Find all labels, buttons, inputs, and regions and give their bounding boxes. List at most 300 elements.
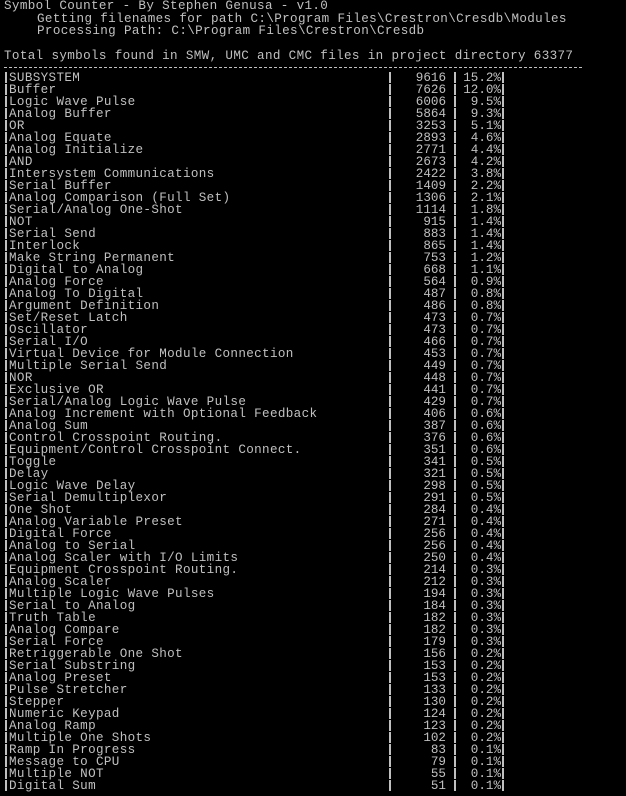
row-border-right <box>502 156 504 167</box>
symbol-name: Control Crosspoint Routing. <box>9 431 223 445</box>
symbol-name: Digital Sum <box>9 779 96 793</box>
row-border-left <box>5 564 7 575</box>
symbol-name: Serial/Analog One-Shot <box>9 203 183 217</box>
column-divider <box>389 72 391 83</box>
symbol-name: Numeric Keypad <box>9 707 120 721</box>
column-divider <box>389 420 391 431</box>
symbol-name: Exclusive OR <box>9 383 104 397</box>
symbol-name: Serial Buffer <box>9 179 112 193</box>
symbol-name: Analog Increment with Optional Feedback <box>9 407 318 421</box>
row-border-right <box>502 72 504 83</box>
symbol-count: 153 <box>423 659 446 673</box>
symbol-name: One Shot <box>9 503 73 517</box>
symbol-percent: 0.3% <box>470 563 501 577</box>
symbol-count: 753 <box>423 251 446 265</box>
row-border-left <box>5 732 7 743</box>
row-border-left <box>5 636 7 647</box>
row-border-right <box>502 336 504 347</box>
symbol-percent: 0.4% <box>470 539 501 553</box>
symbol-percent: 0.7% <box>470 347 501 361</box>
symbol-name: Analog Buffer <box>9 107 112 121</box>
symbol-name: Logic Wave Pulse <box>9 95 136 109</box>
row-border-left <box>5 432 7 443</box>
row-border-right <box>502 672 504 683</box>
symbol-count: 473 <box>423 323 446 337</box>
symbol-count: 341 <box>423 455 446 469</box>
getting-filenames-line: Getting filenames for path C:\Program Files\Crestron\Cresdb\Modules <box>37 12 567 26</box>
symbol-name: Multiple One Shots <box>9 731 152 745</box>
symbol-count: 865 <box>423 239 446 253</box>
row-border-left <box>5 276 7 287</box>
symbol-percent: 0.2% <box>470 659 501 673</box>
row-border-left <box>5 744 7 755</box>
column-divider <box>389 156 391 167</box>
symbol-count: 214 <box>423 563 446 577</box>
symbol-percent: 0.7% <box>470 383 501 397</box>
symbol-name: Set/Reset Latch <box>9 311 128 325</box>
row-border-left <box>5 84 7 95</box>
row-border-right <box>502 468 504 479</box>
symbol-count: 915 <box>423 215 446 229</box>
symbol-name: Analog To Digital <box>9 287 144 301</box>
column-divider <box>389 228 391 239</box>
symbol-count: 102 <box>423 731 446 745</box>
symbol-count: 133 <box>423 683 446 697</box>
symbol-count: 291 <box>423 491 446 505</box>
row-border-right <box>502 636 504 647</box>
row-border-left <box>5 312 7 323</box>
column-divider <box>389 276 391 287</box>
row-border-right <box>502 384 504 395</box>
row-border-right <box>502 96 504 107</box>
symbol-count: 153 <box>423 671 446 685</box>
symbol-name: Serial Force <box>9 635 104 649</box>
column-divider <box>389 288 391 299</box>
row-border-left <box>5 600 7 611</box>
row-border-left <box>5 288 7 299</box>
symbol-name: Multiple Logic Wave Pulses <box>9 587 215 601</box>
column-divider <box>389 600 391 611</box>
column-divider <box>389 492 391 503</box>
symbol-count: 441 <box>423 383 446 397</box>
symbol-count: 51 <box>430 779 446 793</box>
column-divider <box>389 468 391 479</box>
column-divider <box>389 348 391 359</box>
symbol-count: 130 <box>423 695 446 709</box>
row-border-right <box>502 300 504 311</box>
symbol-name: Intersystem Communications <box>9 167 215 181</box>
column-divider <box>389 120 391 131</box>
symbol-percent: 0.9% <box>470 275 501 289</box>
symbol-name: Analog Equate <box>9 131 112 145</box>
row-border-right <box>502 252 504 263</box>
symbol-count: 2893 <box>415 131 446 145</box>
row-border-right <box>502 444 504 455</box>
row-border-right <box>502 588 504 599</box>
column-divider <box>389 696 391 707</box>
symbol-count: 2422 <box>415 167 446 181</box>
symbol-name: Serial Demultiplexor <box>9 491 168 505</box>
symbol-count: 448 <box>423 371 446 385</box>
symbol-percent: 0.3% <box>470 635 501 649</box>
column-divider <box>389 96 391 107</box>
row-border-right <box>502 600 504 611</box>
symbol-count: 883 <box>423 227 446 241</box>
row-border-right <box>502 192 504 203</box>
column-divider <box>389 168 391 179</box>
row-border-left <box>5 264 7 275</box>
symbol-name: Toggle <box>9 455 57 469</box>
symbol-percent: 0.2% <box>470 707 501 721</box>
symbol-percent: 0.5% <box>470 467 501 481</box>
row-border-right <box>502 180 504 191</box>
symbol-percent: 0.6% <box>470 431 501 445</box>
symbol-percent: 9.5% <box>470 95 501 109</box>
row-border-right <box>502 108 504 119</box>
row-border-right <box>502 132 504 143</box>
symbol-name: Analog Variable Preset <box>9 515 183 529</box>
row-border-left <box>5 216 7 227</box>
symbol-name: OR <box>9 119 25 133</box>
row-border-left <box>5 528 7 539</box>
column-divider <box>389 372 391 383</box>
symbol-percent: 0.1% <box>470 767 501 781</box>
row-border-left <box>5 180 7 191</box>
symbol-name: Buffer <box>9 83 57 97</box>
symbol-count: 156 <box>423 647 446 661</box>
row-border-right <box>502 456 504 467</box>
column-divider <box>389 504 391 515</box>
row-border-right <box>502 324 504 335</box>
row-border-left <box>5 132 7 143</box>
symbol-name: Analog Scaler <box>9 575 112 589</box>
column-divider <box>389 588 391 599</box>
symbol-name: NOR <box>9 371 33 385</box>
symbol-percent: 0.1% <box>470 755 501 769</box>
row-border-left <box>5 660 7 671</box>
row-border-left <box>5 228 7 239</box>
column-divider <box>389 624 391 635</box>
column-divider <box>389 636 391 647</box>
symbol-percent: 0.3% <box>470 599 501 613</box>
symbol-name: Make String Permanent <box>9 251 176 265</box>
column-divider <box>389 516 391 527</box>
symbol-table <box>4 72 510 792</box>
symbol-count: 212 <box>423 575 446 589</box>
symbol-name: Analog Comparison (Full Set) <box>9 191 231 205</box>
symbol-percent: 3.8% <box>470 167 501 181</box>
symbol-name: Serial/Analog Logic Wave Pulse <box>9 395 247 409</box>
symbol-count: 5864 <box>415 107 446 121</box>
row-border-right <box>502 708 504 719</box>
symbol-percent: 4.2% <box>470 155 501 169</box>
symbol-percent: 0.6% <box>470 419 501 433</box>
symbol-count: 271 <box>423 515 446 529</box>
row-border-left <box>5 624 7 635</box>
column-divider <box>389 192 391 203</box>
symbol-count: 79 <box>430 755 446 769</box>
column-divider <box>389 252 391 263</box>
row-border-right <box>502 348 504 359</box>
symbol-name: Analog Initialize <box>9 143 144 157</box>
row-border-right <box>502 288 504 299</box>
symbol-percent: 0.8% <box>470 287 501 301</box>
column-divider <box>389 528 391 539</box>
symbol-percent: 4.4% <box>470 143 501 157</box>
row-border-left <box>5 444 7 455</box>
row-border-right <box>502 240 504 251</box>
symbol-count: 321 <box>423 467 446 481</box>
symbol-percent: 0.6% <box>470 443 501 457</box>
row-border-right <box>502 264 504 275</box>
row-border-right <box>502 168 504 179</box>
symbol-percent: 0.2% <box>470 731 501 745</box>
column-divider <box>389 408 391 419</box>
column-divider <box>389 396 391 407</box>
row-border-left <box>5 156 7 167</box>
symbol-name: Serial I/O <box>9 335 89 349</box>
row-border-left <box>5 672 7 683</box>
table-row <box>4 780 510 792</box>
row-border-left <box>5 756 7 767</box>
symbol-count: 256 <box>423 527 446 541</box>
symbol-count: 184 <box>423 599 446 613</box>
row-border-left <box>5 420 7 431</box>
row-border-right <box>502 420 504 431</box>
row-border-left <box>5 408 7 419</box>
symbol-count: 256 <box>423 539 446 553</box>
row-border-left <box>5 120 7 131</box>
symbol-name: Digital Force <box>9 527 112 541</box>
symbol-name: Equipment/Control Crosspoint Connect. <box>9 443 302 457</box>
column-divider <box>389 336 391 347</box>
symbol-name: Interlock <box>9 239 81 253</box>
symbol-percent: 0.2% <box>470 719 501 733</box>
symbol-name: Virtual Device for Module Connection <box>9 347 294 361</box>
column-divider <box>389 672 391 683</box>
column-divider <box>389 84 391 95</box>
row-border-left <box>5 468 7 479</box>
row-border-right <box>502 552 504 563</box>
symbol-percent: 0.2% <box>470 695 501 709</box>
row-border-right <box>502 564 504 575</box>
row-border-right <box>502 480 504 491</box>
symbol-percent: 15.2% <box>463 71 501 85</box>
row-border-right <box>502 228 504 239</box>
row-border-left <box>5 516 7 527</box>
symbol-count: 2771 <box>415 143 446 157</box>
column-divider <box>389 132 391 143</box>
separator-rule <box>4 67 582 68</box>
symbol-name: AND <box>9 155 33 169</box>
symbol-percent: 1.1% <box>470 263 501 277</box>
column-divider <box>389 324 391 335</box>
row-border-left <box>5 480 7 491</box>
symbol-name: Message to CPU <box>9 755 120 769</box>
symbol-count: 179 <box>423 635 446 649</box>
row-border-right <box>502 84 504 95</box>
symbol-percent: 0.7% <box>470 311 501 325</box>
row-border-right <box>502 756 504 767</box>
column-divider <box>389 264 391 275</box>
symbol-percent: 0.6% <box>470 407 501 421</box>
symbol-count: 473 <box>423 311 446 325</box>
symbol-count: 298 <box>423 479 446 493</box>
symbol-name: Argument Definition <box>9 299 160 313</box>
symbol-percent: 0.7% <box>470 359 501 373</box>
row-border-right <box>502 360 504 371</box>
symbol-count: 250 <box>423 551 446 565</box>
row-border-left <box>5 768 7 779</box>
symbol-name: Equipment Crosspoint Routing. <box>9 563 239 577</box>
symbol-count: 351 <box>423 443 446 457</box>
column-divider <box>389 720 391 731</box>
column-divider <box>389 744 391 755</box>
symbol-percent: 0.5% <box>470 455 501 469</box>
symbol-percent: 2.2% <box>470 179 501 193</box>
column-divider <box>389 240 391 251</box>
row-border-right <box>502 504 504 515</box>
symbol-percent: 0.3% <box>470 587 501 601</box>
symbol-count: 9616 <box>415 71 446 85</box>
symbol-count: 194 <box>423 587 446 601</box>
symbol-count: 2673 <box>415 155 446 169</box>
symbol-percent: 0.4% <box>470 551 501 565</box>
row-border-right <box>502 720 504 731</box>
symbol-percent: 0.7% <box>470 371 501 385</box>
symbol-percent: 0.8% <box>470 299 501 313</box>
symbol-percent: 4.6% <box>470 131 501 145</box>
column-divider <box>389 480 391 491</box>
row-border-left <box>5 192 7 203</box>
column-divider <box>389 576 391 587</box>
symbol-count: 376 <box>423 431 446 445</box>
row-border-right <box>502 660 504 671</box>
column-divider <box>389 756 391 767</box>
column-divider <box>389 180 391 191</box>
symbol-name: Analog to Serial <box>9 539 136 553</box>
row-border-left <box>5 648 7 659</box>
symbol-name: Analog Force <box>9 275 104 289</box>
column-divider <box>389 384 391 395</box>
symbol-percent: 0.3% <box>470 611 501 625</box>
row-border-left <box>5 456 7 467</box>
symbol-count: 6006 <box>415 95 446 109</box>
symbol-count: 83 <box>430 743 446 757</box>
row-border-right <box>502 276 504 287</box>
row-border-left <box>5 612 7 623</box>
symbol-count: 124 <box>423 707 446 721</box>
column-divider <box>389 552 391 563</box>
symbol-count: 449 <box>423 359 446 373</box>
symbol-count: 7626 <box>415 83 446 97</box>
column-divider <box>389 564 391 575</box>
symbol-name: Serial to Analog <box>9 599 136 613</box>
column-divider <box>389 660 391 671</box>
row-border-right <box>502 516 504 527</box>
symbol-count: 406 <box>423 407 446 421</box>
symbol-count: 453 <box>423 347 446 361</box>
column-divider <box>389 456 391 467</box>
column-divider <box>389 204 391 215</box>
symbol-name: NOT <box>9 215 33 229</box>
row-border-left <box>5 336 7 347</box>
column-divider <box>389 108 391 119</box>
row-border-right <box>502 768 504 779</box>
symbol-percent: 0.7% <box>470 323 501 337</box>
row-border-right <box>502 684 504 695</box>
row-border-right <box>502 780 504 791</box>
symbol-count: 3253 <box>415 119 446 133</box>
symbol-count: 55 <box>430 767 446 781</box>
row-border-left <box>5 540 7 551</box>
row-border-left <box>5 252 7 263</box>
row-border-left <box>5 96 7 107</box>
row-border-left <box>5 684 7 695</box>
row-border-left <box>5 144 7 155</box>
row-border-right <box>502 120 504 131</box>
symbol-name: Delay <box>9 467 49 481</box>
symbol-percent: 0.3% <box>470 575 501 589</box>
row-border-right <box>502 408 504 419</box>
symbol-name: Multiple NOT <box>9 767 104 781</box>
row-border-left <box>5 168 7 179</box>
column-divider <box>389 444 391 455</box>
symbol-percent: 1.4% <box>470 239 501 253</box>
symbol-count: 1114 <box>415 203 446 217</box>
row-border-left <box>5 576 7 587</box>
symbol-percent: 1.4% <box>470 215 501 229</box>
column-divider <box>389 732 391 743</box>
row-border-left <box>5 492 7 503</box>
symbol-percent: 5.1% <box>470 119 501 133</box>
symbol-count: 487 <box>423 287 446 301</box>
column-divider <box>389 540 391 551</box>
row-border-left <box>5 372 7 383</box>
symbol-name: Analog Scaler with I/O Limits <box>9 551 239 565</box>
row-border-left <box>5 360 7 371</box>
row-border-right <box>502 204 504 215</box>
row-border-right <box>502 624 504 635</box>
symbol-name: Pulse Stretcher <box>9 683 128 697</box>
row-border-left <box>5 72 7 83</box>
column-divider <box>389 216 391 227</box>
row-border-left <box>5 300 7 311</box>
row-border-right <box>502 144 504 155</box>
symbol-percent: 0.2% <box>470 683 501 697</box>
symbol-count: 284 <box>423 503 446 517</box>
symbol-count: 1409 <box>415 179 446 193</box>
row-border-right <box>502 648 504 659</box>
column-divider <box>389 648 391 659</box>
symbol-percent: 0.4% <box>470 527 501 541</box>
symbol-count: 668 <box>423 263 446 277</box>
symbol-percent: 0.4% <box>470 503 501 517</box>
symbol-name: Truth Table <box>9 611 96 625</box>
row-border-right <box>502 312 504 323</box>
symbol-percent: 0.5% <box>470 491 501 505</box>
symbol-count: 466 <box>423 335 446 349</box>
row-border-right <box>502 540 504 551</box>
symbol-name: SUBSYSTEM <box>9 71 81 85</box>
column-divider <box>389 360 391 371</box>
row-border-left <box>5 108 7 119</box>
total-symbols-line: Total symbols found in SMW, UMC and CMC files in project directory 63377 <box>4 49 574 63</box>
symbol-name: Analog Preset <box>9 671 112 685</box>
row-border-left <box>5 324 7 335</box>
symbol-percent: 1.2% <box>470 251 501 265</box>
symbol-count: 123 <box>423 719 446 733</box>
